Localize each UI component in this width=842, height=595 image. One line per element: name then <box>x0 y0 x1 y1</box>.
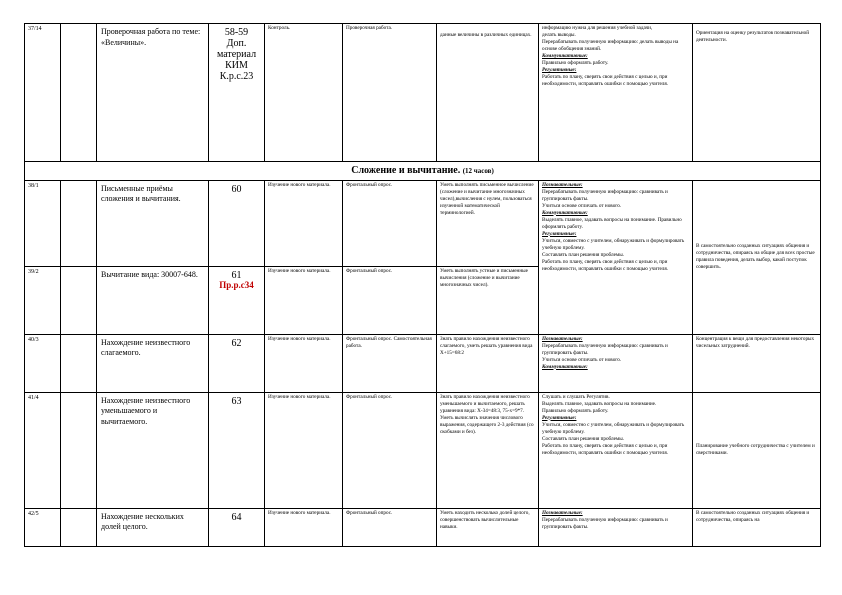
uud-line: Составлять план решения проблемы. <box>542 435 625 442</box>
personal-results: В самостоятельно созданных ситуациях общения и сотрудничества, опираясь на общие для всех простые правила поведения, делать выбор, какой поступок совершить. <box>693 180 821 334</box>
practice-work-ref: Пр.р.с34 <box>219 279 254 290</box>
uud-line: Перерабатывать полученную информацию: сравнивать и группировать факты. <box>542 516 668 530</box>
lesson-type: Изучение нового материала. <box>265 334 343 392</box>
uud-cell <box>539 334 693 392</box>
date-cell <box>61 508 97 546</box>
personal-results: Ориентация на оценку результатов познавательной деятельности. <box>693 24 821 162</box>
table-row <box>25 392 821 508</box>
textbook-page <box>209 24 265 162</box>
uud-line: Составлять план решения проблемы. <box>542 251 625 258</box>
lesson-number: 38/1 <box>25 180 61 266</box>
uud-heading: Коммуникативные: <box>542 363 588 370</box>
uud-line: Работать по плану, сверять свои действия с целью и, при необходимости, исправлять ошибки с помощью учителя. <box>542 74 669 88</box>
personal-results: Концентрация к вещи для предоставления некоторых чисельных затруднений. <box>693 334 821 392</box>
personal-results: В самостоятельно созданных ситуациях общения и сотрудничества, опираясь на <box>693 508 821 546</box>
uud-heading: Коммуникативные: <box>542 209 588 216</box>
expected-result: Знать правило нахождения неизвестного слагаемого, уметь решать уравнения вида Х+15=68:2 <box>437 334 539 392</box>
page-ref: 61 <box>231 269 242 281</box>
table-row <box>25 180 821 266</box>
expected-result: Уметь выполнять устные и письменные вычисления (сложение и вычитание многозначных чисел). <box>437 266 539 334</box>
uud-heading: Регулятивные: <box>542 230 577 237</box>
uud-line: Перерабатывать полученную информацию: сравнивать и группировать факты. <box>542 188 668 202</box>
lesson-number: 39/2 <box>25 266 61 334</box>
uud-line: Слушать и слушать Регулятив. <box>542 393 610 400</box>
uud-line: Работать по плану, сверять свои действия с целью и, при необходимости, исправлять ошибки с помощью учителя. <box>542 258 669 272</box>
control-form: Фронтальный опрос. <box>343 392 437 508</box>
date-cell <box>61 180 97 266</box>
date-cell <box>61 334 97 392</box>
lesson-type: Изучение нового материала. <box>265 508 343 546</box>
control-form: Фронтальный опрос. Самостоятельная работа. <box>343 334 437 392</box>
expected-result: Уметь выполнять письменное вычисление (сложение и вычитание многозначных чисел),вычисления с нулем, пользоваться изученной математической терминологией. <box>437 180 539 266</box>
table-row <box>25 508 821 546</box>
table-row <box>25 334 821 392</box>
uud-line: Учиться основе отличать от нового. <box>542 356 622 363</box>
lesson-topic: Нахождение неизвестного слагаемого. <box>97 334 209 392</box>
section-title: Сложение и вычитание. (12 часов) <box>25 162 821 181</box>
date-cell <box>61 392 97 508</box>
lesson-topic: Вычитание вида: 30007-648. <box>97 266 209 334</box>
lesson-number: 40/3 <box>25 334 61 392</box>
section-row <box>25 162 821 181</box>
uud-heading: Регулятивные: <box>542 67 577 74</box>
uud-line: Работать по плану, сверять свои действия с целью и, при необходимости, исправлять ошибки с помощью учителя. <box>542 442 669 456</box>
uud-line: Перерабатывать полученную информацию: сравнивать и группировать факты. <box>542 342 668 356</box>
lesson-topic: Нахождение нескольких долей целого. <box>97 508 209 546</box>
control-form: Проверочная работа. <box>343 24 437 162</box>
uud-line: информацию нужна для решения учебной задачи, <box>542 25 653 31</box>
lesson-type: Изучение нового материала. <box>265 180 343 266</box>
uud-cell <box>539 180 693 334</box>
uud-cell <box>539 24 693 162</box>
uud-line: Учиться, совместно с учителем, обнаруживать и формулировать учебную проблему. <box>542 237 685 251</box>
uud-cell <box>539 508 693 546</box>
lesson-topic: Письменные приёмы сложения и вычитания. <box>97 180 209 266</box>
expected-result: Уметь находить несколько долей целого, совершенствовать вычислительные навыки. <box>437 508 539 546</box>
personal-results: Планирование учебного сотрудничества с учителем и сверстниками. <box>693 392 821 508</box>
control-form: Фронтальный опрос. <box>343 508 437 546</box>
uud-heading: Регулятивные: <box>542 414 577 421</box>
uud-heading: Познавательные: <box>542 509 583 516</box>
uud-line: Учиться основе отличать от нового. <box>542 202 622 209</box>
textbook-page: 63 <box>209 392 265 508</box>
lesson-number: 42/5 <box>25 508 61 546</box>
lesson-type: Контроль. <box>265 24 343 162</box>
uud-line: Правильно оформлять работу. <box>542 60 609 67</box>
uud-line: Выделять главное, задавать вопросы на понимание. <box>542 400 657 407</box>
lesson-topic: Нахождение неизвестного уменьшаемого и вычитаемого. <box>97 392 209 508</box>
uud-line: Правильно оформлять работу. <box>542 407 609 414</box>
textbook-page: 64 <box>209 508 265 546</box>
expected-result: данные величины в различных единицах. <box>437 24 539 162</box>
lesson-plan-table <box>24 23 821 547</box>
lesson-type: Изучение нового материала. <box>265 392 343 508</box>
lesson-number: 37/14 <box>25 24 61 162</box>
date-cell <box>61 24 97 162</box>
uud-line: Учиться, совместно с учителем, обнаруживать и формулировать учебную проблему. <box>542 421 685 435</box>
control-form: Фронтальный опрос. <box>343 266 437 334</box>
date-cell <box>61 266 97 334</box>
expected-result: Знать правило нахождения неизвестного уменьшаемого и вычитаемого, решать уравнения вида: Х-34=48:3, 75-х=9*7. Уметь вычислять значения числового выражения, содержащего 2-3 действия (со скобками и без). <box>437 392 539 508</box>
uud-heading: Познавательные: <box>542 335 583 342</box>
page-ref: 58-59 Доп. материал КИМ К.р.с.23 <box>216 27 257 82</box>
lesson-number: 41/4 <box>25 392 61 508</box>
control-form: Фронтальный опрос. <box>343 180 437 266</box>
table-row <box>25 24 821 162</box>
lesson-topic: Проверочная работа по теме: «Величины». <box>97 24 209 162</box>
textbook-page <box>209 266 265 334</box>
uud-cell <box>539 392 693 508</box>
lesson-type: Изучение нового материала. <box>265 266 343 334</box>
uud-line: делать выводы. <box>542 32 576 39</box>
uud-heading: Познавательные: <box>542 181 583 188</box>
uud-heading: Коммуникативные: <box>542 53 588 60</box>
textbook-page: 62 <box>209 334 265 392</box>
textbook-page: 60 <box>209 180 265 266</box>
uud-line: Перерабатывать полученную информацию: делать выводы на основе обобщения знаний. <box>542 39 679 53</box>
uud-line: Выделять главное, задавать вопросы на понимание. Правильно оформлять работу. <box>542 216 682 230</box>
